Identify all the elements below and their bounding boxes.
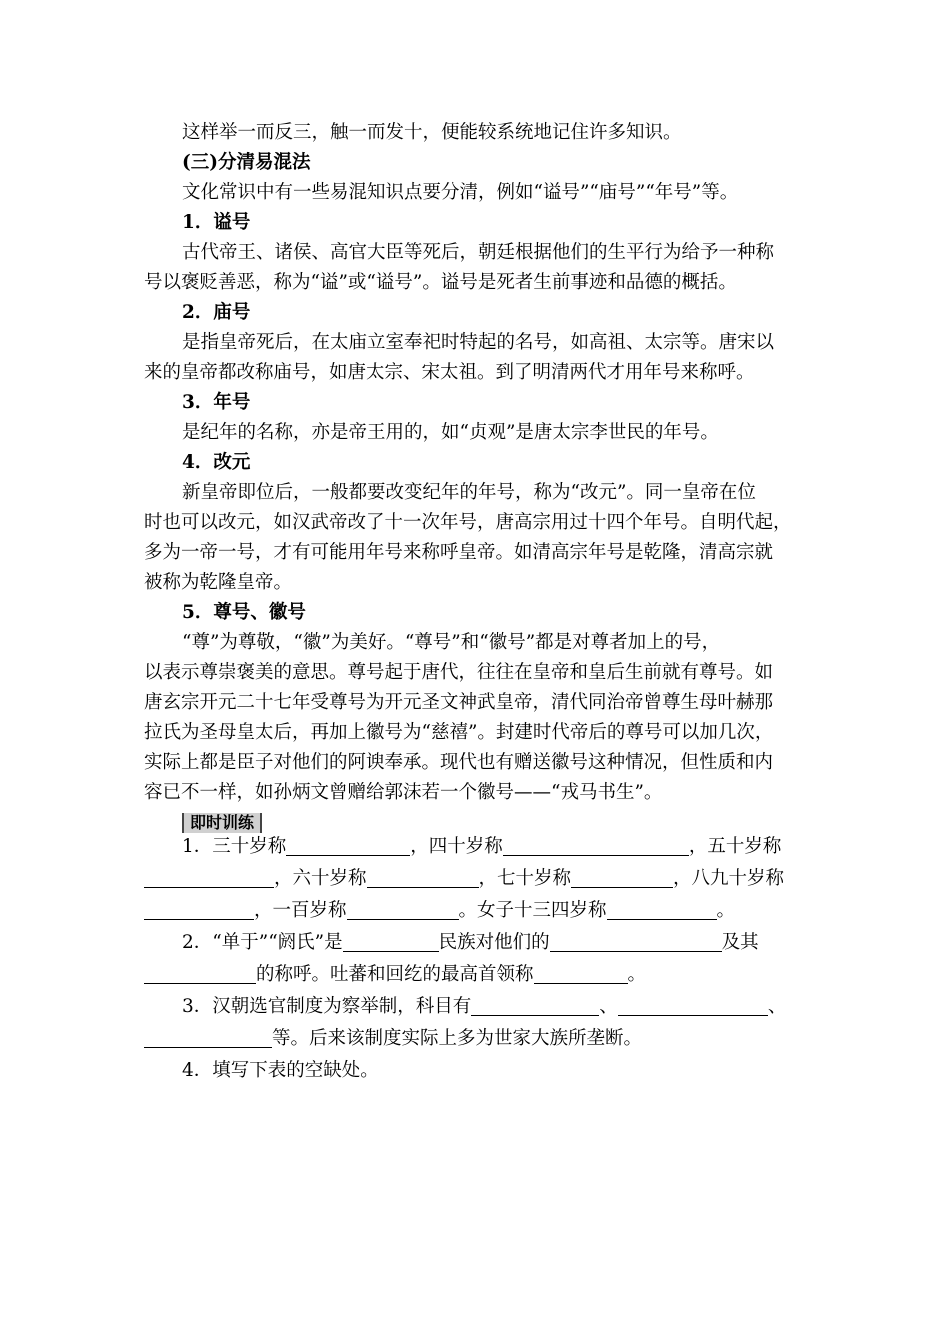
exercise-text: 汉朝选官制度为察举制，科目有: [212, 996, 472, 1017]
exercise-1-line-1: [182, 832, 781, 862]
exercise-number: 1．: [182, 836, 213, 857]
item-heading: 5．尊号、徽号: [182, 602, 306, 623]
answer-blank[interactable]: [618, 995, 768, 1016]
answer-blank[interactable]: [571, 867, 673, 888]
answer-blank[interactable]: [550, 931, 722, 952]
exercise-text: ，五十岁称: [688, 836, 782, 857]
item-heading: 2．庙号: [182, 302, 251, 323]
paragraph-line: 新皇帝即位后，一般都要改变纪年的年号，称为“改元”。同一皇帝在位: [182, 482, 756, 503]
paragraph-line: 是指皇帝死后，在太庙立室奉祀时特起的名号，如高祖、太宗等。唐宋以: [182, 332, 775, 353]
answer-blank[interactable]: [607, 899, 717, 920]
exercise-text: 、: [767, 996, 787, 1017]
answer-blank[interactable]: [347, 899, 459, 920]
answer-blank[interactable]: [144, 899, 254, 920]
paragraph-line: 古代帝王、诸侯、高官大臣等死后，朝廷根据他们的生平行为给予一种称: [182, 242, 775, 263]
answer-blank[interactable]: [503, 835, 689, 856]
paragraph-line: 是纪年的名称，亦是帝王用的，如“贞观”是唐太宗李世民的年号。: [182, 422, 719, 443]
paragraph-line: 被称为乾隆皇帝。: [144, 572, 293, 593]
exercise-1-line-2: [144, 864, 784, 894]
exercise-1-line-3: [144, 896, 735, 926]
answer-blank[interactable]: [144, 867, 274, 888]
exercise-2-line-2: [144, 960, 646, 990]
section-intro: 文化常识中有一些易混知识点要分清，例如“谥号”“庙号”“年号”等。: [182, 182, 739, 203]
item-heading: 4．改元: [182, 452, 251, 473]
answer-blank[interactable]: [471, 995, 599, 1016]
exercise-text: ，四十岁称: [410, 836, 503, 857]
exercise-text: 、: [599, 996, 618, 1017]
exercise-text: ，六十岁称: [274, 868, 367, 889]
paragraph-line: 多为一帝一号，才有可能用年号来称呼皇帝。如清高宗年号是乾隆，清高宗就: [144, 542, 774, 563]
answer-blank[interactable]: [144, 1027, 272, 1048]
exercise-text: “单于”“阏氏”是: [212, 932, 343, 953]
exercise-text: 及其: [721, 932, 759, 953]
exercise-text: 。: [716, 900, 736, 921]
exercise-3-line-1: [182, 992, 786, 1022]
paragraph-line: 唐玄宗开元二十七年受尊号为开元圣文神武皇帝，清代同治帝曾尊生母叶赫那: [144, 692, 774, 713]
paragraph-line: “尊”为尊敬，“徽”为美好。“尊号”和“徽号”都是对尊者加上的号，: [182, 632, 721, 653]
answer-blank[interactable]: [286, 835, 410, 856]
item-heading: 3．年号: [182, 392, 251, 413]
answer-blank[interactable]: [144, 963, 256, 984]
paragraph-line: 时也可以改元，如汉武帝改了十一次年号，唐高宗用过十四个年号。自明代起，: [144, 512, 792, 533]
exercise-text: 。女子十三四岁称: [458, 900, 607, 921]
exercise-4-line-1: [182, 1056, 379, 1086]
practice-tag: 即时训练: [182, 813, 262, 833]
exercise-text: 民族对他们的: [438, 932, 550, 953]
exercise-text: ，八九十岁称: [673, 868, 785, 889]
exercise-text: ，一百岁称: [254, 900, 347, 921]
exercise-2-line-1: [182, 928, 759, 958]
exercise-text: 的称呼。吐蕃和回纥的最高首领称: [256, 964, 534, 985]
paragraph-line: 拉氏为圣母皇太后，再加上徽号为“慈禧”。封建时代帝后的尊号可以加几次，: [144, 722, 774, 743]
section-title: (三)分清易混法: [182, 152, 311, 173]
paragraph-line: 实际上都是臣子对他们的阿谀奉承。现代也有赠送徽号这种情况，但性质和内: [144, 752, 774, 773]
exercise-text: 等。后来该制度实际上多为世家大族所垄断。: [272, 1028, 643, 1049]
answer-blank[interactable]: [367, 867, 479, 888]
exercise-text: 填写下表的空缺处。: [212, 1060, 379, 1081]
exercise-text: ，七十岁称: [478, 868, 572, 889]
exercise-number: 3．: [182, 996, 213, 1017]
paragraph-line: 号以褒贬善恶，称为“谥”或“谥号”。谥号是死者生前事迹和品德的概括。: [144, 272, 737, 293]
exercise-text: 三十岁称: [212, 836, 287, 857]
exercise-number: 4．: [182, 1060, 213, 1081]
paragraph-line: 以表示尊崇褒美的意思。尊号起于唐代，往往在皇帝和皇后生前就有尊号。如: [144, 662, 774, 683]
answer-blank[interactable]: [534, 963, 628, 984]
exercise-text: 。: [627, 964, 647, 985]
item-heading: 1．谥号: [182, 212, 251, 233]
paragraph-line: 容已不一样，如孙炳文曾赠给郭沫若一个徽号——“戎马书生”。: [144, 782, 663, 803]
exercise-3-line-2: [144, 1024, 642, 1054]
exercise-number: 2．: [182, 932, 213, 953]
answer-blank[interactable]: [343, 931, 439, 952]
paragraph-line: 来的皇帝都改称庙号，如唐太宗、宋太祖。到了明清两代才用年号来称呼。: [144, 362, 755, 383]
intro-line: 这样举一而反三，触一而发十，便能较系统地记住许多知识。: [182, 122, 682, 143]
